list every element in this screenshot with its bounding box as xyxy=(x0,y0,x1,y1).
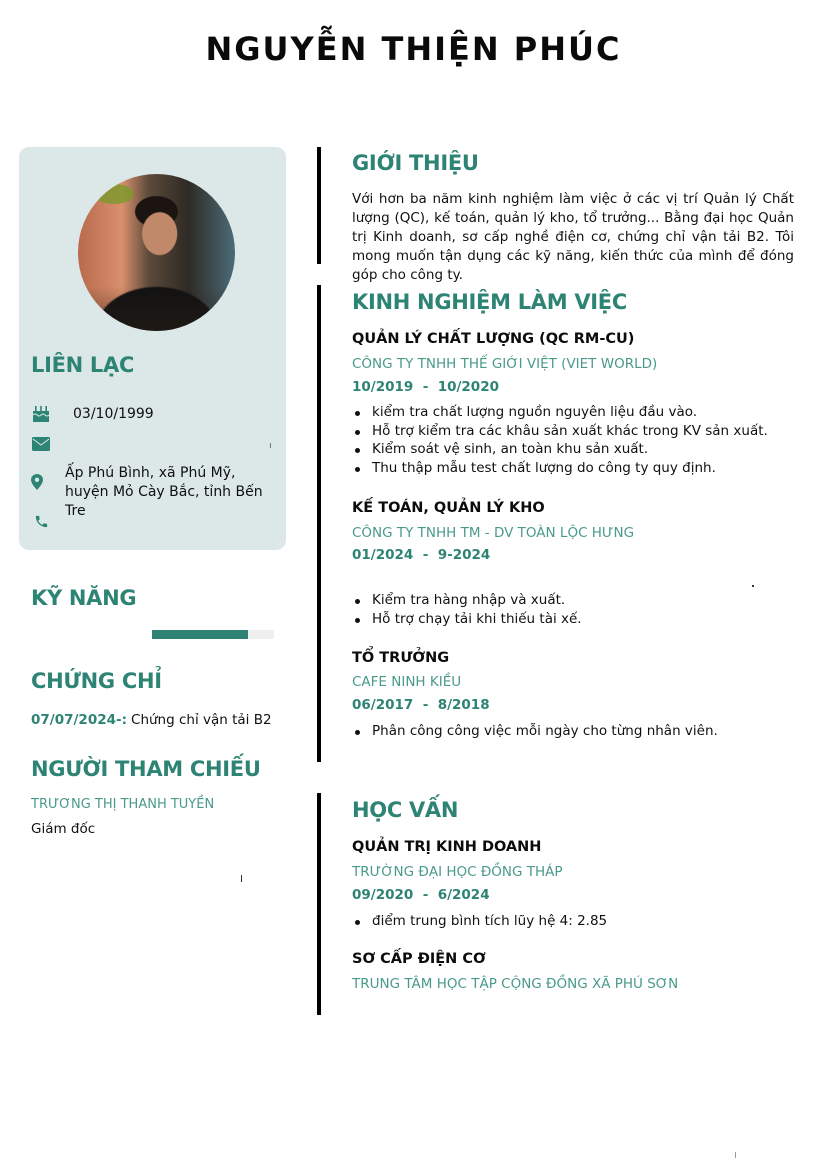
job-company: CÔNG TY TNHH THẾ GIỚI VIỆT (VIET WORLD) xyxy=(352,356,658,372)
skill-level-fill xyxy=(152,630,248,639)
stray-mark xyxy=(241,875,242,882)
education-school: TRƯỜNG ĐẠI HỌC ĐỒNG THÁP xyxy=(352,864,563,880)
birthday-cake-icon xyxy=(31,405,51,423)
stray-mark xyxy=(270,443,271,448)
reference-name: TRƯƠNG THỊ THANH TUYỀN xyxy=(31,797,215,812)
reference-role: Giám đốc xyxy=(31,821,96,837)
certificate-date: 07/07/2024-: xyxy=(31,712,128,728)
list-item: điểm trung bình tích lũy hệ 4: 2.85 xyxy=(352,912,802,931)
job-title: QUẢN LÝ CHẤT LƯỢNG (QC RM-CU) xyxy=(352,331,635,347)
education-school: TRUNG TÂM HỌC TẬP CỘNG ĐỒNG XÃ PHÚ SƠN xyxy=(352,976,679,992)
list-item: Kiểm soát vệ sinh, an toàn khu sản xuất. xyxy=(352,440,802,459)
section-divider-intro xyxy=(317,147,321,264)
section-divider-education xyxy=(317,793,321,1015)
job-bullets xyxy=(352,722,802,741)
job-company: CÔNG TY TNHH TM - DV TOÀN LỘC HƯNG xyxy=(352,525,635,541)
candidate-name: NGUYỄN THIỆN PHÚC xyxy=(205,30,622,68)
contact-phone[interactable] xyxy=(31,512,276,530)
list-item: Phân công công việc mỗi ngày cho từng nhân viên. xyxy=(352,722,802,741)
avatar-photo xyxy=(78,174,235,331)
references-heading: NGƯỜI THAM CHIẾU xyxy=(31,757,261,781)
address-value: Ấp Phú Bình, xã Phú Mỹ, huyện Mỏ Cày Bắc, tỉnh Bến Tre xyxy=(65,465,263,519)
phone-icon xyxy=(31,512,51,530)
stray-mark xyxy=(752,585,754,587)
email-icon xyxy=(31,435,51,453)
stray-mark xyxy=(735,1152,736,1158)
birthday-value: 03/10/1999 xyxy=(73,406,154,422)
job-bullets xyxy=(352,403,802,478)
job-date: 06/2017 - 8/2018 xyxy=(352,697,490,713)
education-title: QUẢN TRỊ KINH DOANH xyxy=(352,839,542,855)
education-title: SƠ CẤP ĐIỆN CƠ xyxy=(352,951,486,967)
list-item: Hỗ trợ chạy tải khi thiếu tài xế. xyxy=(352,610,802,629)
intro-paragraph: Với hơn ba năm kinh nghiệm làm việc ở các vị trí Quản lý Chất lượng (QC), kế toán, quản lý kho, tổ trưởng... Bằng đại học Quản trị Kinh doanh, sơ cấp nghề điện cơ, chứng chỉ vận tải B2. Tôi mong muốn tận dụng các kỹ năng, kiến thức của mình để đóng góp cho công ty. xyxy=(352,191,794,283)
job-date: 10/2019 - 10/2020 xyxy=(352,379,499,395)
skills-heading: KỸ NĂNG xyxy=(31,586,137,610)
job-bullets xyxy=(352,591,802,628)
section-divider-experience xyxy=(317,285,321,762)
certificates-heading: CHỨNG CHỈ xyxy=(31,669,162,693)
education-heading: HỌC VẤN xyxy=(352,798,459,822)
list-item: Thu thập mẫu test chất lượng do công ty quy định. xyxy=(352,459,802,478)
location-pin-icon xyxy=(31,473,43,491)
contact-birthday xyxy=(31,405,276,424)
certificate-item xyxy=(31,712,272,728)
experience-heading: KINH NGHIỆM LÀM VIỆC xyxy=(352,290,627,314)
list-item: kiểm tra chất lượng nguồn nguyên liệu đầu vào. xyxy=(352,403,802,422)
education-bullets xyxy=(352,912,802,931)
job-title: TỔ TRƯỞNG xyxy=(352,650,450,666)
contact-email[interactable] xyxy=(31,435,276,453)
intro-heading: GIỚI THIỆU xyxy=(352,151,479,175)
job-date: 01/2024 - 9-2024 xyxy=(352,547,491,563)
skill-level-bar xyxy=(152,630,274,639)
education-date: 09/2020 - 6/2024 xyxy=(352,887,490,903)
contact-heading: LIÊN LẠC xyxy=(31,353,135,377)
certificate-name: Chứng chỉ vận tải B2 xyxy=(131,712,272,728)
list-item: Hỗ trợ kiểm tra các khâu sản xuất khác trong KV sản xuất. xyxy=(352,422,802,441)
job-title: KẾ TOÁN, QUẢN LÝ KHO xyxy=(352,500,545,516)
list-item: Kiểm tra hàng nhập và xuất. xyxy=(352,591,802,610)
job-company: CAFE NINH KIỀU xyxy=(352,674,462,690)
